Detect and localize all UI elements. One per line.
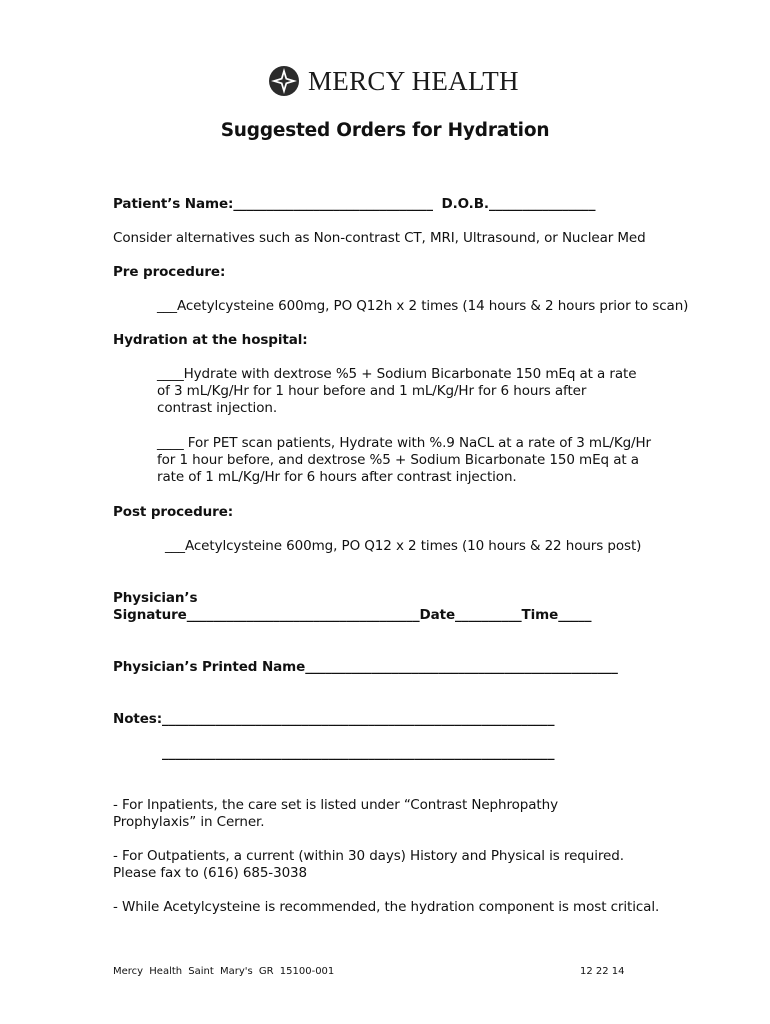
acetylcysteine-note: - While Acetylcysteine is recommended, the hydration component is most critical. (113, 899, 660, 915)
footer-left: Mercy Health Saint Mary's GR 15100-001 (113, 966, 335, 977)
consider-alternatives-text: Consider alternatives such as Non-contrast CT, MRI, Ultrasound, or Nuclear Med (113, 230, 646, 246)
notes-label: Notes: (113, 711, 163, 727)
logo-wordmark: MERCY HEALTH (308, 66, 519, 96)
notes-field-line2[interactable]: ___________________________________________________________ (162, 745, 555, 761)
post-procedure-heading: Post procedure: (113, 504, 234, 520)
patient-name-field[interactable]: ______________________________ (233, 196, 433, 212)
mercy-health-cross-icon (268, 65, 300, 97)
physician-signature-field[interactable]: ___________________________________ (186, 607, 420, 623)
pre-procedure-item: ___Acetylcysteine 600mg, PO Q12h x 2 times (14 hours & 2 hours prior to scan) (157, 298, 689, 314)
time-label: Time (521, 607, 559, 623)
patient-name-label: Patient’s Name: (113, 196, 234, 212)
date-label: Date (419, 607, 456, 623)
date-field[interactable]: __________ (455, 607, 522, 623)
hydration-item-dextrose: ____Hydrate with dextrose %5 + Sodium Bicarbonate 150 mEq at a rate of 3 mL/Kg/Hr for 1 hour before and 1 mL/Kg/Hr for 6 hours after contrast injection. (157, 366, 637, 416)
footer-date: 12 22 14 (580, 966, 625, 977)
printed-name-row (113, 659, 618, 676)
mercy-health-logo (268, 64, 519, 98)
post-procedure-item: ___Acetylcysteine 600mg, PO Q12 x 2 times (10 hours & 22 hours post) (165, 538, 642, 554)
outpatients-note: - For Outpatients, a current (within 30 days) History and Physical is required. Please fax to (616) 685-3038 (113, 848, 624, 881)
hydration-item-pet: ____ For PET scan patients, Hydrate with %.9 NaCL at a rate of 3 mL/Kg/Hr for 1 hour before, and dextrose %5 + Sodium Bicarbonate 150 mEq at a rate of 1 mL/Kg/Hr for 6 hours after contrast injection. (157, 435, 651, 485)
physician-signature-row (113, 607, 591, 624)
printed-name-label: Physician’s Printed Name (113, 659, 306, 675)
page-title: Suggested Orders for Hydration (220, 120, 550, 141)
dob-field[interactable]: ________________ (488, 196, 596, 212)
printed-name-field[interactable]: _______________________________________________ (305, 659, 618, 675)
time-field[interactable]: _____ (558, 607, 592, 623)
physician-signature-label: Signature (113, 607, 187, 623)
inpatients-note: - For Inpatients, the care set is listed under “Contrast Nephropathy Prophylaxis” in Cerner. (113, 797, 558, 830)
physician-signature-label-line1: Physician’s (113, 590, 198, 606)
pre-procedure-heading: Pre procedure: (113, 264, 226, 280)
patient-name-row (113, 196, 595, 213)
notes-field-line1[interactable]: ___________________________________________________________ (162, 711, 555, 727)
dob-label: D.O.B. (441, 196, 489, 212)
hydration-heading: Hydration at the hospital: (113, 332, 308, 348)
